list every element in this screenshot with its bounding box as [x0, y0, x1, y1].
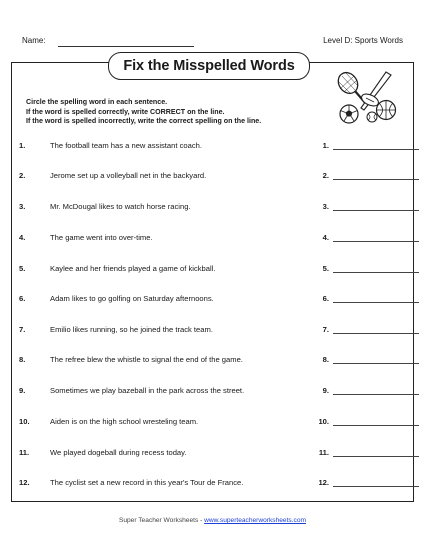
question-sentence[interactable]: The cyclist set a new record in this year's Tour de France. [50, 478, 244, 487]
answer-line[interactable] [333, 363, 419, 364]
instructions [26, 98, 261, 127]
answer-line[interactable] [333, 425, 419, 426]
question-row [19, 448, 401, 460]
answer-line[interactable] [333, 486, 419, 487]
name-label: Name: [22, 36, 46, 45]
question-number: 9. [19, 386, 26, 395]
sports-equipment-icon [334, 70, 398, 128]
question-row [19, 202, 401, 214]
question-sentence[interactable]: Sometimes we play bazeball in the park across the street. [50, 386, 245, 395]
worksheet-header [22, 36, 403, 50]
footer [0, 517, 425, 524]
answer-line[interactable] [333, 210, 419, 211]
answer-number: 2. [322, 171, 329, 180]
instruction-line: Circle the spelling word in each sentence. [26, 98, 168, 106]
question-sentence[interactable]: The football team has a new assistant coach. [50, 141, 202, 150]
footer-brand: Super Teacher Worksheets [118, 517, 199, 524]
question-number: 2. [19, 171, 26, 180]
answer-number: 11. [318, 448, 329, 457]
question-number: 3. [19, 202, 26, 211]
question-row [19, 355, 401, 367]
question-row [19, 478, 401, 490]
question-number: 10. [19, 417, 30, 426]
answer-number: 4. [322, 233, 329, 242]
answer-line[interactable] [333, 179, 419, 180]
answer-number: 12. [318, 478, 329, 487]
question-row [19, 141, 401, 153]
footer-website-link[interactable]: www.superteacherworksheets.com [204, 517, 307, 524]
question-number: 12. [19, 478, 30, 487]
instruction-line: If the word is spelled correctly, write CORRECT on the line. [26, 107, 225, 116]
worksheet-title: Fix the Misspelled Words [108, 52, 310, 80]
answer-line[interactable] [333, 333, 419, 334]
question-sentence[interactable]: The refree blew the whistle to signal the end of the game. [50, 355, 243, 364]
question-sentence[interactable]: Aiden is on the high school wresteling team. [50, 417, 199, 426]
instruction-line: If the word is spelled incorrectly, write the correct spelling on the line. [26, 117, 262, 126]
question-number: 8. [19, 355, 26, 364]
answer-line[interactable] [333, 149, 419, 150]
answer-number: 6. [322, 294, 329, 303]
answer-line[interactable] [333, 456, 419, 457]
name-blank-line[interactable] [58, 46, 194, 47]
answer-line[interactable] [333, 302, 419, 303]
question-sentence[interactable]: Adam likes to go golfing on Saturday afternoons. [50, 294, 214, 303]
footer-separator: - [200, 517, 203, 524]
answer-number: 1. [322, 141, 329, 150]
answer-number: 10. [318, 417, 329, 426]
question-sentence[interactable]: Emilio likes running, so he joined the track team. [50, 325, 213, 334]
question-row [19, 325, 401, 337]
question-sentence[interactable]: The game went into over-time. [50, 233, 153, 242]
answer-line[interactable] [333, 394, 419, 395]
answer-line[interactable] [333, 272, 419, 273]
question-number: 7. [19, 325, 26, 334]
answer-number: 7. [322, 325, 329, 334]
question-row [19, 264, 401, 276]
question-number: 11. [19, 448, 30, 457]
answer-number: 5. [322, 264, 329, 273]
question-number: 1. [19, 141, 26, 150]
question-row [19, 417, 401, 429]
question-row [19, 233, 401, 245]
answer-number: 9. [322, 386, 329, 395]
question-number: 5. [19, 264, 26, 273]
worksheet-frame [11, 62, 414, 502]
answer-number: 8. [322, 355, 329, 364]
question-number: 6. [19, 294, 26, 303]
question-sentence[interactable]: Jerome set up a volleyball net in the backyard. [50, 171, 207, 180]
question-row [19, 386, 401, 398]
question-sentence[interactable]: Mr. McDougal likes to watch horse racing. [50, 202, 191, 211]
level-label: Level D: Sports Words [323, 36, 403, 45]
question-row [19, 294, 401, 306]
question-sentence[interactable]: We played dogeball during recess today. [50, 448, 187, 457]
question-number: 4. [19, 233, 26, 242]
answer-number: 3. [322, 202, 329, 211]
question-row [19, 171, 401, 183]
answer-line[interactable] [333, 241, 419, 242]
question-sentence[interactable]: Kaylee and her friends played a game of kickball. [50, 264, 216, 273]
